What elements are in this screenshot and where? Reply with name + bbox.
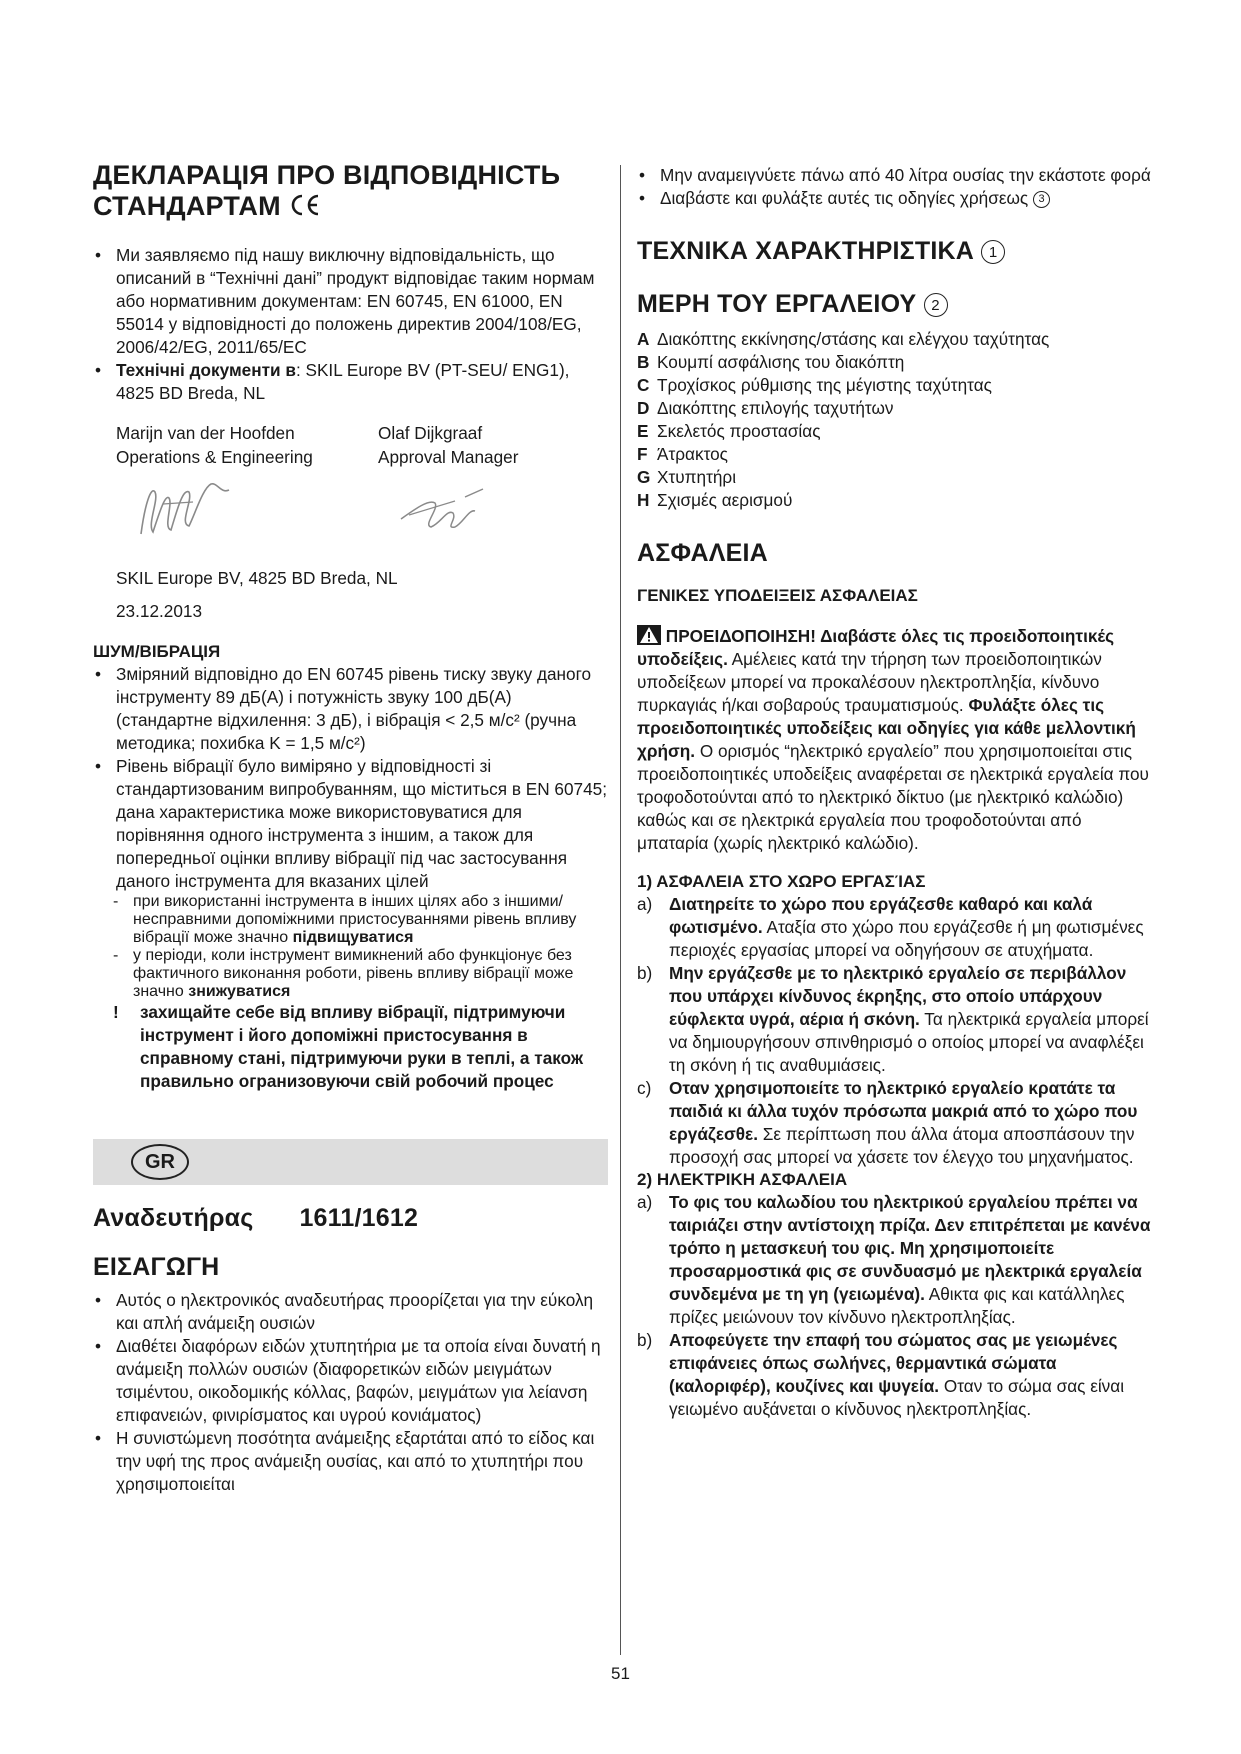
vibration-warning: ! захищайте себе від впливу вібрації, підтримуючи інструмент і його допоміжні пристосування в справному стані, підтримуючи руки в теплі, а також правильно огранизовуючи свій робочий процес	[113, 1002, 584, 1091]
electrical-safety-heading: 2) ΗΛΕΚΤΡΙΚΗ ΑΣΦΑΛΕΙΑ	[637, 1170, 848, 1189]
signatories	[116, 421, 608, 469]
intro-list	[93, 1289, 608, 1496]
list-item: • Ми заявляємо під нашу виключну відповідальність, що описаний в “Технічні дані” продукт відповідає таким нормам або нормативним документам: EN 60745, EN 61000, EN 55014 у відповідності до положень директив 2004/108/EG, 2006/42/EG, 2011/65/EC	[93, 244, 608, 359]
signature-2	[395, 479, 491, 544]
ref-badge: 3	[1033, 191, 1050, 208]
left-column	[93, 160, 608, 1496]
signer1-name: Marijn van der Hoofden	[116, 423, 295, 443]
list-item: • Зміряний відповідно до EN 60745 рівень тиску звуку даного інструменту 89 дБ(A) і потужність звуку 100 дБ(A) (стандартне відхилення: 3 дБ), і вібрація < 2,5 м/с² (ручна методика; похибка K = 1,5 м/с²)	[93, 663, 608, 755]
signer1-title: Operations & Engineering	[116, 447, 313, 467]
list-item: • Διαβάστε και φυλάξτε αυτές τις οδηγίες χρήσεως 3	[637, 187, 1157, 210]
list-item: D Διακόπτης επιλογής ταχυτήτων	[637, 398, 894, 418]
general-safety-heading: ΓΕΝΙΚΕΣ ΥΠΟΔΕΙΞΕΙΣ ΑΣΦΑΛΕΙΑΣ	[637, 586, 918, 605]
signer2-name: Olaf Dijkgraaf	[378, 423, 483, 443]
list-item: B Κουμπί ασφάλισης του διακόπτη	[637, 352, 905, 372]
list-item: H Σχισμές αερισμού	[637, 490, 793, 510]
list-item: • Διαθέτει διαφόρων ειδών χτυπητήρια με τα οποία είναι δυνατή η ανάμειξη πολλών ουσιών (διαφορετικών ειδών μειγμάτων τσιμέντου, οικοδομικής κόλλας, βαφών, μειγμάτων για λείανση επιφανειών, φινιρίσματος και υγρού κονιάματος)	[93, 1335, 608, 1427]
product-title: Αναδευτήρας 1611/1612	[93, 1204, 419, 1232]
signer2-title: Approval Manager	[378, 447, 519, 467]
page-number: 51	[611, 1664, 630, 1683]
general-warning: ΠΡΟΕΙΔΟΠΟΙΗΣΗ! Διαβάστε όλες τις προειδοποιητικές υποδείξεις. Αμέλειες κατά την τήρηση των προειδοποιητικών υποδείξεων μπορεί να προκαλέσουν ηλεκτροπληξία, κίνδυνο πυρκαγιάς ή/και σοβαρούς τραυματισμούς. Φυλάξτε όλες τις προειδοποιητικές υποδείξεις και οδηγίες για κάθε μελλοντική χρήση. Ο ορισμός “ηλεκτρικό εργαλείο” που χρησιμοποιείται στις προειδοποιητικές υποδείξεις αναφέρεται σε ηλεκτρικά εργαλεία που τροφοδοτούνται από το ηλεκτρικό δίκτυο (με ηλεκτρικό καλώδιο) καθώς και σε ηλεκτρικά εργαλεία που τροφοδοτούνται από μπαταρία (χωρίς ηλεκτρικό καλώδιο).	[637, 626, 1149, 853]
list-item: F Άτρακτος	[637, 444, 728, 464]
column-divider	[620, 165, 621, 1655]
mixing-list	[637, 164, 1157, 210]
list-item: • Технічні документи в: SKIL Europe BV (PT-SEU/ ENG1), 4825 BD Breda, NL	[93, 359, 608, 405]
company-line: SKIL Europe BV, 4825 BD Breda, NL	[116, 568, 398, 588]
list-item: • Рівень вібрації було виміряно у відповідності зі стандартизованим випробуванням, що міститься в EN 60745; дана характеристика може використовуватися для порівняння одного інструмента з іншим, а також для попередньої оцінки впливу вібрації під час застосування даного інструмента для вказаних цілей	[93, 755, 608, 893]
tech-heading: ΤΕΧΝΙΚΑ ΧΑΡΑΚΤΗΡΙΣΤΙΚΑ 1	[637, 236, 1157, 267]
list-item: b) Αποφεύγετε την επαφή του σώματος σας με γειωμένες επιφάνειες όπως σωλήνες, θερμαντικά σώματα (καλοριφέρ), κουζίνες και ψυγεία. Οταν το σώμα σας είναι γειωμένο αυξάνεται ο κίνδυνος ηλεκτροπληξίας.	[637, 1330, 1125, 1419]
list-item: • Αυτός ο ηλεκτρονικός αναδευτήρας προορίζεται για την εύκολη και απλή ανάμειξη ουσιών	[93, 1289, 608, 1335]
dash-item: - у періоди, коли інструмент вимикнений або функціонує без фактичного виконання роботи, рівень впливу вібрації може значно знижуватися	[113, 947, 574, 1000]
language-badge: GR	[131, 1144, 189, 1180]
signature-1	[133, 474, 395, 549]
warning-icon	[637, 625, 661, 645]
list-item: • Μην αναμειγνύετε πάνω από 40 λίτρα ουσίας την εκάστοτε φορά	[637, 164, 1157, 187]
list-item: a) Διατηρείτε το χώρο που εργάζεσθε καθαρό και καλά φωτισμένο. Αταξία στο χώρο που εργάζεσθε ή μη φωτισμένες περιοχές εργασίας μπορεί να οδηγήσουν σε ατυχήματα.	[637, 894, 1144, 960]
safety-heading: ΑΣΦΑΛΕΙΑ	[637, 539, 768, 567]
parts-list	[637, 328, 1157, 512]
dash-item: - при використанні інструмента в інших цілях або з іншими/несправними допоміжними пристосуваннями рівень впливу вібрації може значно підвищуватися	[113, 893, 577, 946]
list-item: a) Το φις του καλωδίου του ηλεκτρικού εργαλείου πρέπει να ταιριάζει στην αντίστοιχη πρίζα. Δεν επιτρέπεται με κανένα τρόπο η μετασκευή του φις. Μη χρησιμοποιείτε προσαρμοστικά φις σε συνδυασμό με ηλεκτρικά εργαλεία συνδεμένα με τη γη (γειωμένα). Αθικτα φις και κατάλληλες πρίζες μειώνουν τον κίνδυνο ηλεκτροπληξίας.	[637, 1192, 1151, 1327]
list-item: b) Μην εργάζεσθε με το ηλεκτρικό εργαλείο σε περιβάλλον που υπάρχει κίνδυνος έκρηξης, στο οποίο υπάρχουν εύφλεκτα υγρά, αέρια ή σκόνη. Τα ηλεκτρικά εργαλεία μπορεί να δημιουργήσουν σπινθηρισμό ο οποίος μπορεί να αναφλέξει τη σκόνη ή τις αναθυμιάσεις.	[637, 963, 1149, 1075]
ref-badge: 2	[924, 293, 948, 317]
declaration-heading: ДЕКЛАРАЦІЯ ПРО ВІДПОВІДНІСТЬ СТАНДАРТАМ	[93, 160, 608, 224]
work-area-heading: 1) ΑΣΦΑΛΕΙΑ ΣΤΟ ΧΩΡΟ ΕΡΓΑΣΊΑΣ	[637, 872, 926, 891]
noise-list	[93, 663, 608, 893]
list-item: E Σκελετός προστασίας	[637, 421, 821, 441]
list-item: • Η συνιστώμενη ποσότητα ανάμειξης εξαρτάται από το είδος και την υφή της προς ανάμειξη ουσίας, και από το χτυπητήρι που χρησιμοποιείται	[93, 1427, 608, 1496]
list-item: c) Οταν χρησιμοποιείτε το ηλεκτρικό εργαλείο κρατάτε τα παιδιά κι άλλα τυχόν πρόσωπα μακριά από το χώρο που εργάζεσθε. Σε περίπτωση που άλλα άτομα αποσπάσουν την προσοχή σας μπορεί να χάσετε τον έλεγχο του μηχανήματος.	[637, 1078, 1138, 1167]
list-item: G Χτυπητήρι	[637, 467, 737, 487]
declaration-list	[93, 244, 608, 405]
signatures	[133, 469, 608, 553]
list-item: A Διακόπτης εκκίνησης/στάσης και ελέγχου ταχύτητας	[637, 329, 1050, 349]
list-item: C Τροχίσκος ρύθμισης της μέγιστης ταχύτητας	[637, 375, 992, 395]
intro-heading: ΕΙΣΑΓΩΓΗ	[93, 1253, 220, 1281]
parts-heading: ΜΕΡΗ ΤΟΥ ΕΡΓΑΛΕΙΟΥ 2	[637, 289, 1157, 320]
declaration-date: 23.12.2013	[116, 601, 203, 621]
ref-badge: 1	[981, 240, 1005, 264]
right-column	[637, 164, 1157, 1421]
ce-mark-icon	[289, 193, 321, 224]
noise-heading: ШУМ/ВІБРАЦІЯ	[93, 642, 221, 661]
language-bar	[93, 1139, 608, 1185]
